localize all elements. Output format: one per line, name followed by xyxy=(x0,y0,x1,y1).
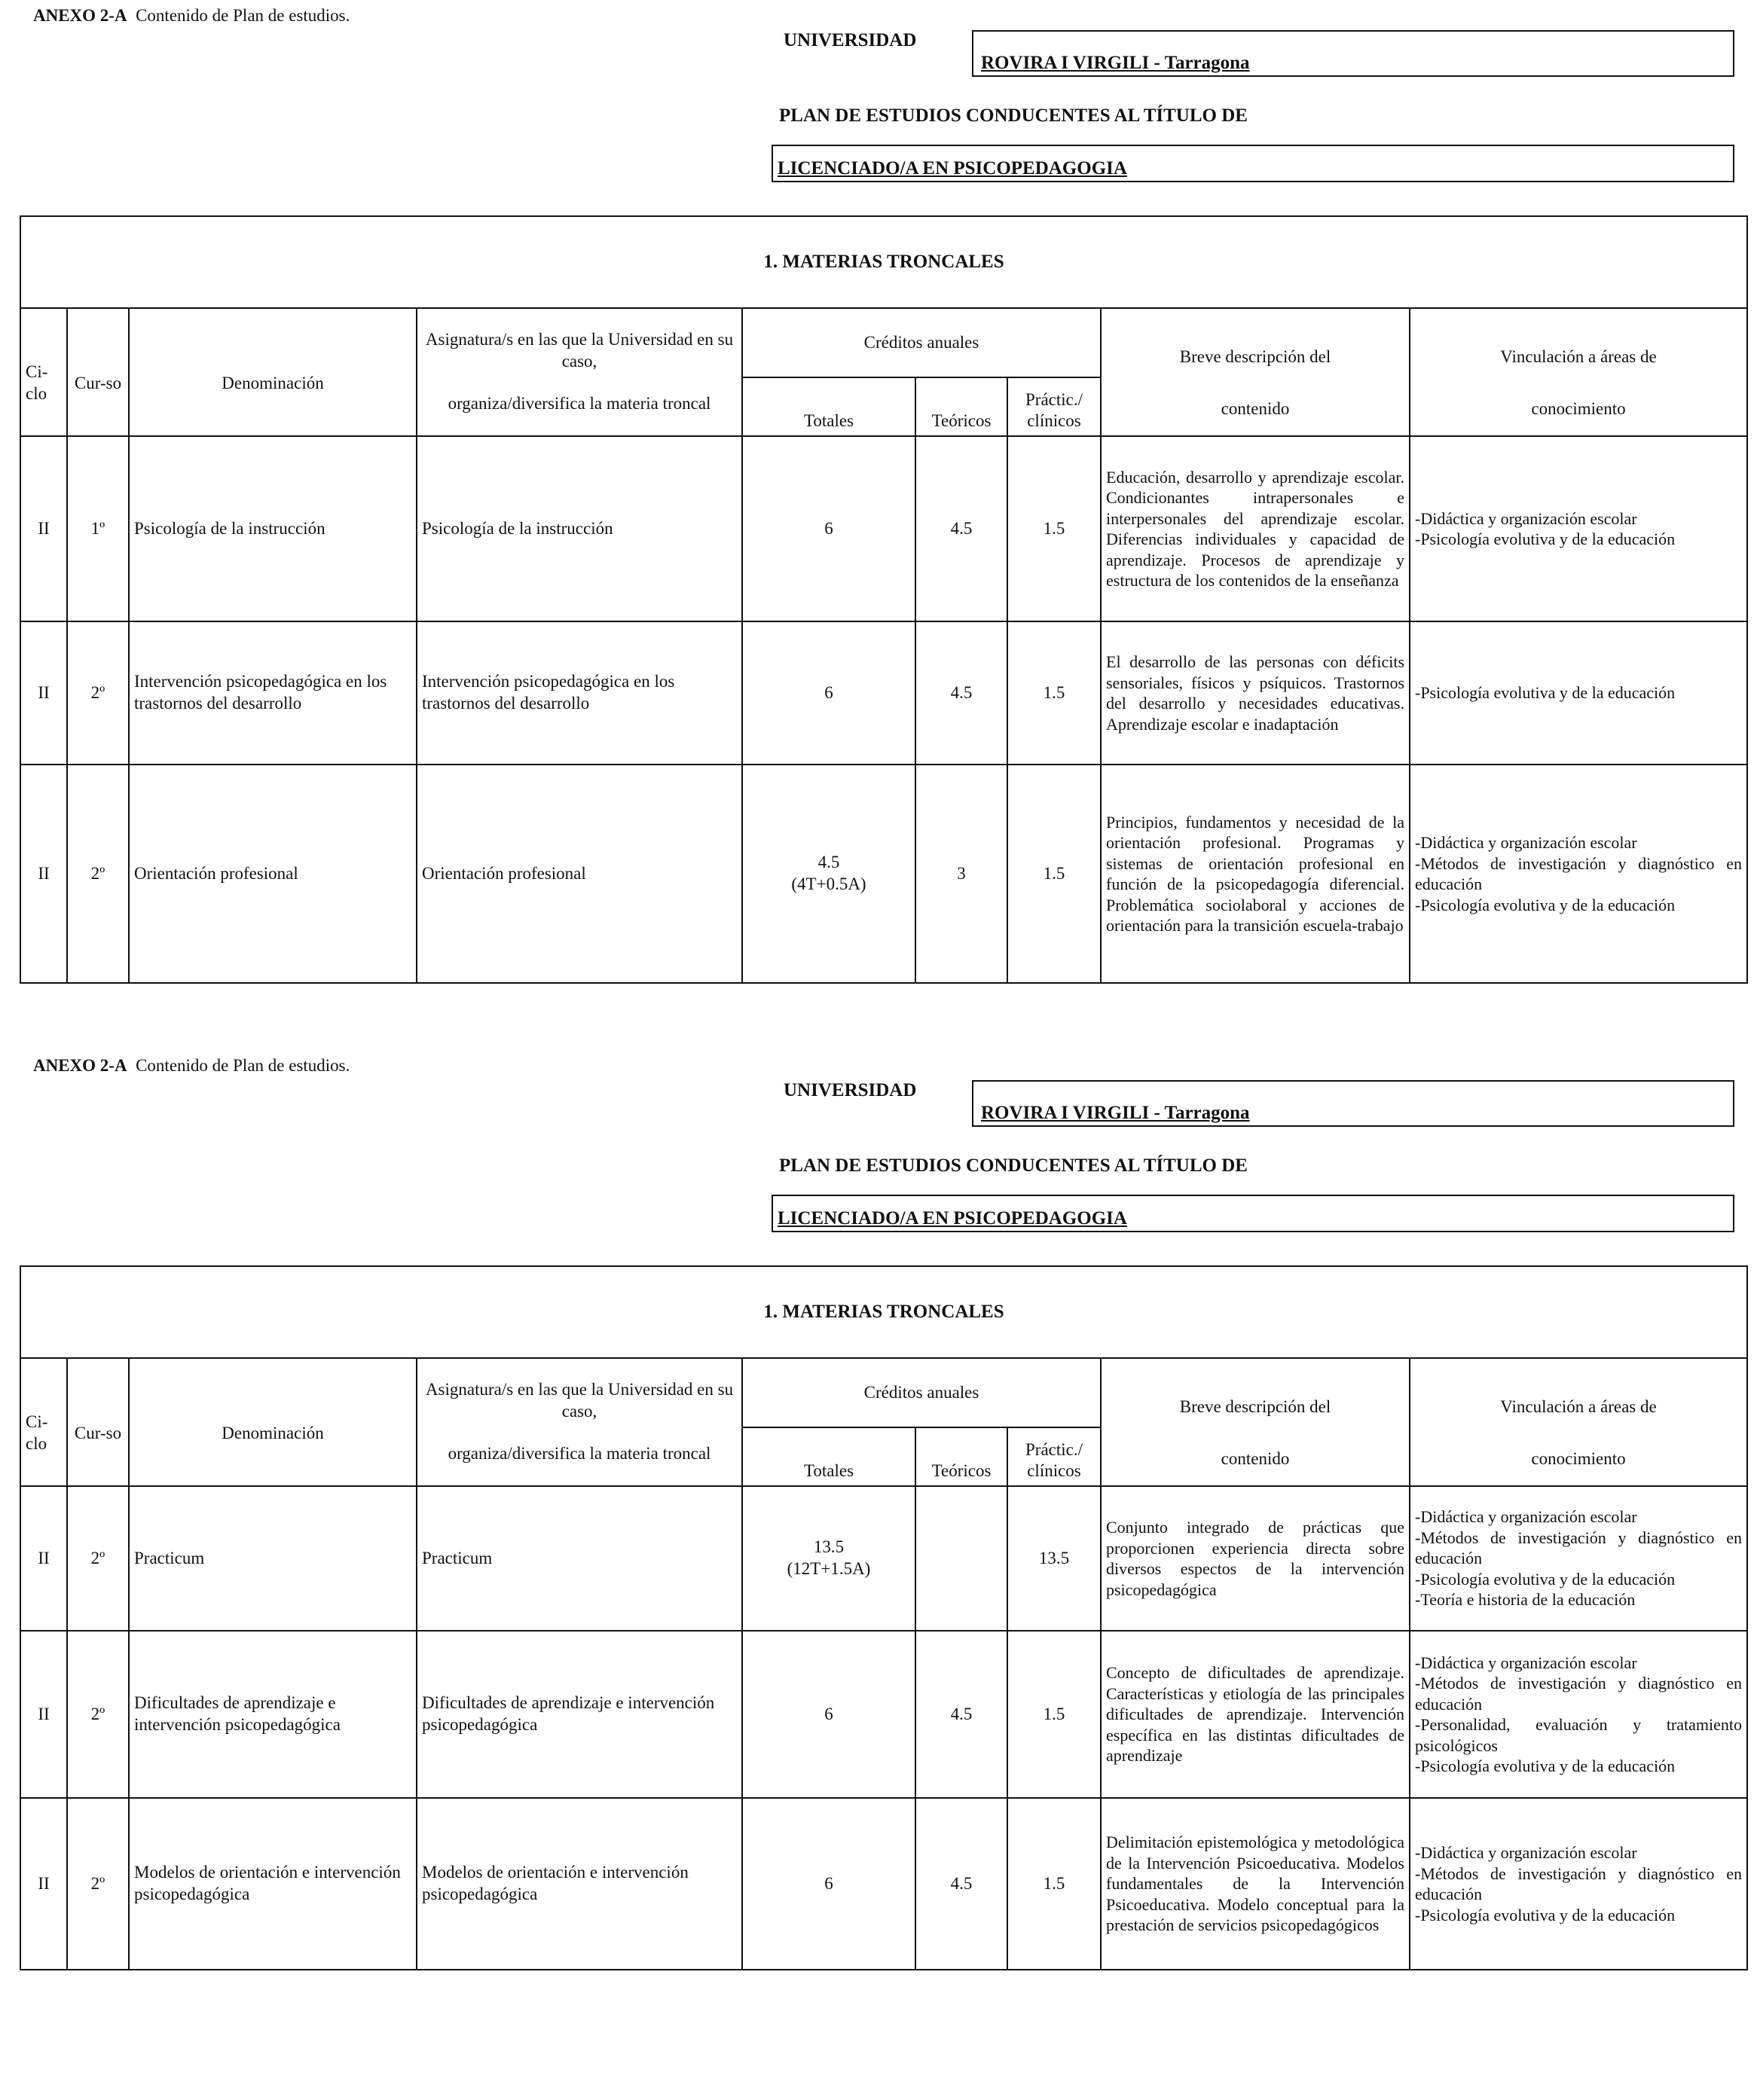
header-vinculacion: Vinculación a áreas de conocimiento xyxy=(1410,308,1747,436)
cell-descripcion: Principios, fundamentos y necesidad de la orientación profesional. Programas y sistemas de orientación profesional en función de la psicopedagogía diferencial. Problemática sociolaboral y acciones de orientación para la transición escuela-trabajo xyxy=(1101,765,1410,983)
cell-practicos: 1.5 xyxy=(1007,1631,1101,1798)
area-item: -Métodos de investigación y diagnóstico en educación xyxy=(1415,1863,1742,1903)
titulo-name: LICENCIADO/A EN PSICOPEDAGOGIA xyxy=(778,1208,1127,1229)
header-ciclo: Ci-clo xyxy=(20,1358,67,1486)
cell-ciclo: II xyxy=(20,436,67,621)
header-breve: Breve descripción del contenido xyxy=(1101,1358,1410,1486)
cell-practicos: 1.5 xyxy=(1007,621,1101,765)
cell-curso: 2º xyxy=(67,1486,129,1631)
area-item: -Métodos de investigación y diagnóstico en educación xyxy=(1415,1528,1742,1568)
cell-descripcion: El desarrollo de las personas con déficits sensoriales, físicos y psíquicos. Trastornos del desarrollo y necesidades educativas. Aprendizaje escolar e inadaptación xyxy=(1101,621,1410,765)
table-row xyxy=(20,1486,1747,1631)
cell-totales: 6 xyxy=(742,621,915,765)
area-item: -Didáctica y organización escolar xyxy=(1415,1843,1637,1862)
header-breve: Breve descripción del contenido xyxy=(1101,308,1410,436)
cell-teoricos: 4.5 xyxy=(915,1798,1007,1970)
header-practicos: Práctic./ clínicos xyxy=(1007,377,1101,436)
universidad-label: UNIVERSIDAD xyxy=(784,30,917,50)
area-item: -Métodos de investigación y diagnóstico en educación xyxy=(1415,1674,1742,1714)
cell-teoricos: 4.5 xyxy=(915,621,1007,765)
titulo-box xyxy=(772,145,1734,182)
document-page xyxy=(0,1050,1754,2100)
universidad-name: ROVIRA I VIRGILI - Tarragona xyxy=(981,53,1250,73)
header-creditos: Créditos anuales xyxy=(742,1358,1101,1427)
materias-table xyxy=(20,1265,1748,1970)
area-item: -Psicología evolutiva y de la educación xyxy=(1415,1905,1676,1924)
header-vinculacion: Vinculación a áreas de conocimiento xyxy=(1410,1358,1747,1486)
cell-ciclo: II xyxy=(20,1486,67,1631)
header-totales: Totales xyxy=(742,1427,915,1486)
cell-areas xyxy=(1410,1631,1747,1798)
area-item: -Psicología evolutiva y de la educación xyxy=(1415,895,1676,914)
cell-denominacion: Dificultades de aprendizaje e intervención psicopedagógica xyxy=(129,1631,417,1798)
cell-denominacion: Orientación profesional xyxy=(129,765,417,983)
cell-curso: 2º xyxy=(67,1798,129,1970)
area-item: -Personalidad, evaluación y tratamiento psicológicos xyxy=(1415,1715,1742,1755)
cell-denominacion: Psicología de la instrucción xyxy=(129,436,417,621)
table-row xyxy=(20,1798,1747,1970)
area-item: -Didáctica y organización escolar xyxy=(1415,508,1637,528)
cell-asignatura: Intervención psicopedagógica en los trastornos del desarrollo xyxy=(417,621,742,765)
cell-teoricos: 3 xyxy=(915,765,1007,983)
cell-practicos: 1.5 xyxy=(1007,1798,1101,1970)
header-curso: Cur-so xyxy=(67,1358,129,1486)
cell-teoricos xyxy=(915,1486,1007,1631)
cell-ciclo: II xyxy=(20,1798,67,1970)
header-asignatura: Asignatura/s en las que la Universidad en su caso, organiza/diversifica la materia troncal xyxy=(417,308,742,436)
cell-descripcion: Conjunto integrado de prácticas que proporcionen experiencia directa sobre diversos espectos de la intervención psicopedagógica xyxy=(1101,1486,1410,1631)
header-ciclo: Ci-clo xyxy=(20,308,67,436)
cell-teoricos: 4.5 xyxy=(915,436,1007,621)
cell-teoricos: 4.5 xyxy=(915,1631,1007,1798)
table-row xyxy=(20,765,1747,983)
cell-totales: 6 xyxy=(742,1631,915,1798)
cell-denominacion: Intervención psicopedagógica en los trastornos del desarrollo xyxy=(129,621,417,765)
area-item: -Psicología evolutiva y de la educación xyxy=(1415,683,1676,703)
cell-descripcion: Delimitación epistemológica y metodológica de la Intervención Psicoeducativa. Modelos fundamentales de la Intervención Psicoeducativa. Modelo conceptual para la prestación de servicios psicopedagógicos xyxy=(1101,1798,1410,1970)
area-item: -Didáctica y organización escolar xyxy=(1415,1507,1637,1527)
universidad-label: UNIVERSIDAD xyxy=(784,1080,917,1100)
area-item: -Psicología evolutiva y de la educación xyxy=(1415,530,1676,548)
cell-curso: 1º xyxy=(67,436,129,621)
universidad-box xyxy=(972,1080,1734,1127)
titulo-name: LICENCIADO/A EN PSICOPEDAGOGIA xyxy=(778,158,1127,179)
cell-descripcion: Concepto de dificultades de aprendizaje. Características y etiología de las principales dificultades de aprendizaje. Intervención específica en las distintas dificultades de aprendizaje xyxy=(1101,1631,1410,1798)
universidad-name: ROVIRA I VIRGILI - Tarragona xyxy=(981,1103,1250,1123)
plan-label: PLAN DE ESTUDIOS CONDUCENTES AL TÍTULO DE xyxy=(779,1155,1248,1176)
cell-practicos: 1.5 xyxy=(1007,436,1101,621)
titulo-box xyxy=(772,1195,1734,1232)
cell-totales: 4.5 (4T+0.5A) xyxy=(742,765,915,983)
cell-asignatura: Modelos de orientación e intervención psicopedagógica xyxy=(417,1798,742,1970)
cell-practicos: 13.5 xyxy=(1007,1486,1101,1631)
cell-asignatura: Orientación profesional xyxy=(417,765,742,983)
table-row xyxy=(20,1631,1747,1798)
cell-totales: 13.5 (12T+1.5A) xyxy=(742,1486,915,1631)
cell-practicos: 1.5 xyxy=(1007,765,1101,983)
cell-areas xyxy=(1410,1798,1747,1970)
header-practicos: Práctic./ clínicos xyxy=(1007,1427,1101,1486)
section-title: 1. MATERIAS TRONCALES xyxy=(20,216,1747,308)
table-row xyxy=(20,621,1747,765)
cell-curso: 2º xyxy=(67,1631,129,1798)
cell-denominacion: Modelos de orientación e intervención psicopedagógica xyxy=(129,1798,417,1970)
header-denominacion: Denominación xyxy=(129,308,417,436)
cell-curso: 2º xyxy=(67,621,129,765)
cell-areas xyxy=(1410,436,1747,621)
header-denominacion: Denominación xyxy=(129,1358,417,1486)
header-totales: Totales xyxy=(742,377,915,436)
cell-ciclo: II xyxy=(20,621,67,765)
cell-asignatura: Psicología de la instrucción xyxy=(417,436,742,621)
cell-totales: 6 xyxy=(742,436,915,621)
cell-totales: 6 xyxy=(742,1798,915,1970)
cell-curso: 2º xyxy=(67,765,129,983)
cell-ciclo: II xyxy=(20,765,67,983)
area-item: -Psicología evolutiva y de la educación xyxy=(1415,1757,1676,1775)
cell-descripcion: Educación, desarrollo y aprendizaje escolar. Condicionantes intrapersonales e interpersonales del aprendizaje escolar. Diferencias individuales y capacidad de aprendizaje. Procesos de aprendizaje y estructura de los contenidos de la enseñanza xyxy=(1101,436,1410,621)
area-item: -Didáctica y organización escolar xyxy=(1415,833,1637,852)
cell-asignatura: Dificultades de aprendizaje e intervención psicopedagógica xyxy=(417,1631,742,1798)
area-item: -Didáctica y organización escolar xyxy=(1415,1653,1637,1672)
area-item: -Métodos de investigación y diagnóstico en educación xyxy=(1415,853,1742,893)
table-row xyxy=(20,436,1747,621)
anexo-heading: ANEXO 2-A Contenido de Plan de estudios. xyxy=(33,1056,350,1075)
header-teoricos: Teóricos xyxy=(915,1427,1007,1486)
header-teoricos: Teóricos xyxy=(915,377,1007,436)
plan-label: PLAN DE ESTUDIOS CONDUCENTES AL TÍTULO DE xyxy=(779,105,1248,126)
header-curso: Cur-so xyxy=(67,308,129,436)
header-asignatura: Asignatura/s en las que la Universidad en su caso, organiza/diversifica la materia troncal xyxy=(417,1358,742,1486)
cell-ciclo: II xyxy=(20,1631,67,1798)
cell-areas xyxy=(1410,621,1747,765)
materias-table xyxy=(20,215,1748,984)
header-creditos: Créditos anuales xyxy=(742,308,1101,377)
anexo-heading: ANEXO 2-A Contenido de Plan de estudios. xyxy=(33,6,350,25)
universidad-box xyxy=(972,30,1734,77)
cell-areas xyxy=(1410,765,1747,983)
area-item: -Teoría e historia de la educación xyxy=(1415,1590,1636,1610)
cell-denominacion: Practicum xyxy=(129,1486,417,1631)
cell-asignatura: Practicum xyxy=(417,1486,742,1631)
area-item: -Psicología evolutiva y de la educación xyxy=(1415,1569,1676,1589)
section-title: 1. MATERIAS TRONCALES xyxy=(20,1266,1747,1358)
cell-areas xyxy=(1410,1486,1747,1631)
